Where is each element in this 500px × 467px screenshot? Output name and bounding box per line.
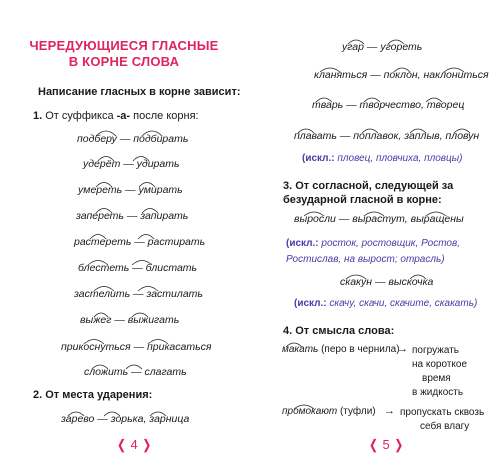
meaning-1-line-2: на короткое — [412, 359, 468, 370]
exception-2-line-2: Ростислав, на вырост; отрасль) — [286, 254, 445, 265]
chevron-right-icon: ❭ — [141, 437, 153, 452]
pair-r1: угар — угореть — [342, 41, 423, 53]
stress-words: зарево — зорька, зарница — [61, 413, 190, 425]
meaning-1-line-3: время — [422, 373, 451, 384]
pair-r4: плавать — поплавок, заплыв, пловун — [294, 130, 480, 142]
title-line-2: В КОРНЕ СЛОВА — [68, 54, 180, 69]
meaning-1-term: макать — [282, 344, 319, 355]
exception-1-text: пловец, пловчиха, пловцы) — [334, 153, 463, 164]
right-page — [250, 0, 500, 467]
exception-2-text-1: росток, ростовщик, Ростов, — [318, 238, 460, 249]
meaning-1-line-4: в жидкость — [412, 387, 464, 398]
section-1-post: после корня: — [133, 110, 199, 122]
arrow-right-icon: → — [397, 343, 408, 355]
arrow-right-icon-2: → — [384, 405, 395, 417]
pair-r6: скакун — выскочка — [340, 276, 434, 288]
pair-r2: кланяться — поклон, наклониться — [314, 69, 489, 81]
root-arcs-right — [250, 0, 500, 467]
meaning-2-rest: (туфли) — [337, 406, 376, 417]
pair-6: блестеть — блистать — [78, 262, 198, 274]
root-arcs — [0, 0, 248, 467]
pair-r3: тварь — творчество, творец — [312, 99, 465, 111]
section-2-heading: 2. От места ударения: — [33, 389, 153, 401]
page-number-value: 4 — [130, 437, 138, 452]
meaning-1-rest: (перо в чернила) — [318, 344, 400, 355]
pair-7: застелить — застилать — [74, 288, 203, 300]
exception-3-text: скачу, скачи, скачите, скакать) — [326, 298, 478, 309]
section-1-num: 1. — [33, 110, 43, 122]
pair-5: растереть — растирать — [74, 236, 206, 248]
meaning-2-line-2: себя влагу — [420, 421, 470, 432]
chevron-left-icon: ❬ — [368, 437, 379, 452]
page-number-value: 5 — [382, 437, 390, 452]
exception-2-label: (искл.: — [286, 238, 319, 249]
chevron-left-icon: ❬ — [116, 437, 127, 452]
chevron-right-icon: ❭ — [393, 437, 405, 452]
exception-1-label: (искл.: — [302, 153, 335, 164]
pair-10: сложить — слагать — [84, 366, 187, 378]
meaning-2-term: промокают — [282, 406, 338, 417]
pair-4: запереть — запирать — [76, 210, 189, 222]
pair-8: выжег — выжигать — [80, 314, 180, 326]
meaning-1-line-1: погружать — [412, 345, 460, 356]
section-3-heading: 3. От согласной, следующей за безударной гласной в корне: — [283, 180, 454, 206]
meaning-2-line-1: пропускать сквозь — [400, 407, 485, 418]
title-line-1: ЧЕРЕДУЮЩИЕСЯ ГЛАСНЫЕ — [29, 38, 219, 53]
left-page — [0, 0, 248, 467]
section-1-suffix: -а- — [116, 110, 131, 122]
pair-3: умереть — умирать — [78, 184, 183, 196]
exception-3-label: (искл.: — [294, 298, 327, 309]
pair-r5: выросли — вырастут, выращены — [294, 213, 464, 225]
pair-1: подберу — подбирать — [77, 133, 189, 145]
section-4-heading: 4. От смысла слова: — [283, 325, 395, 337]
pair-2: удерёт — удирать — [83, 158, 180, 170]
subtitle: Написание гласных в корне зависит: — [38, 86, 241, 98]
section-1-pre: От суффикса — [45, 110, 117, 122]
pair-9: прикоснуться — прикасаться — [61, 341, 212, 353]
